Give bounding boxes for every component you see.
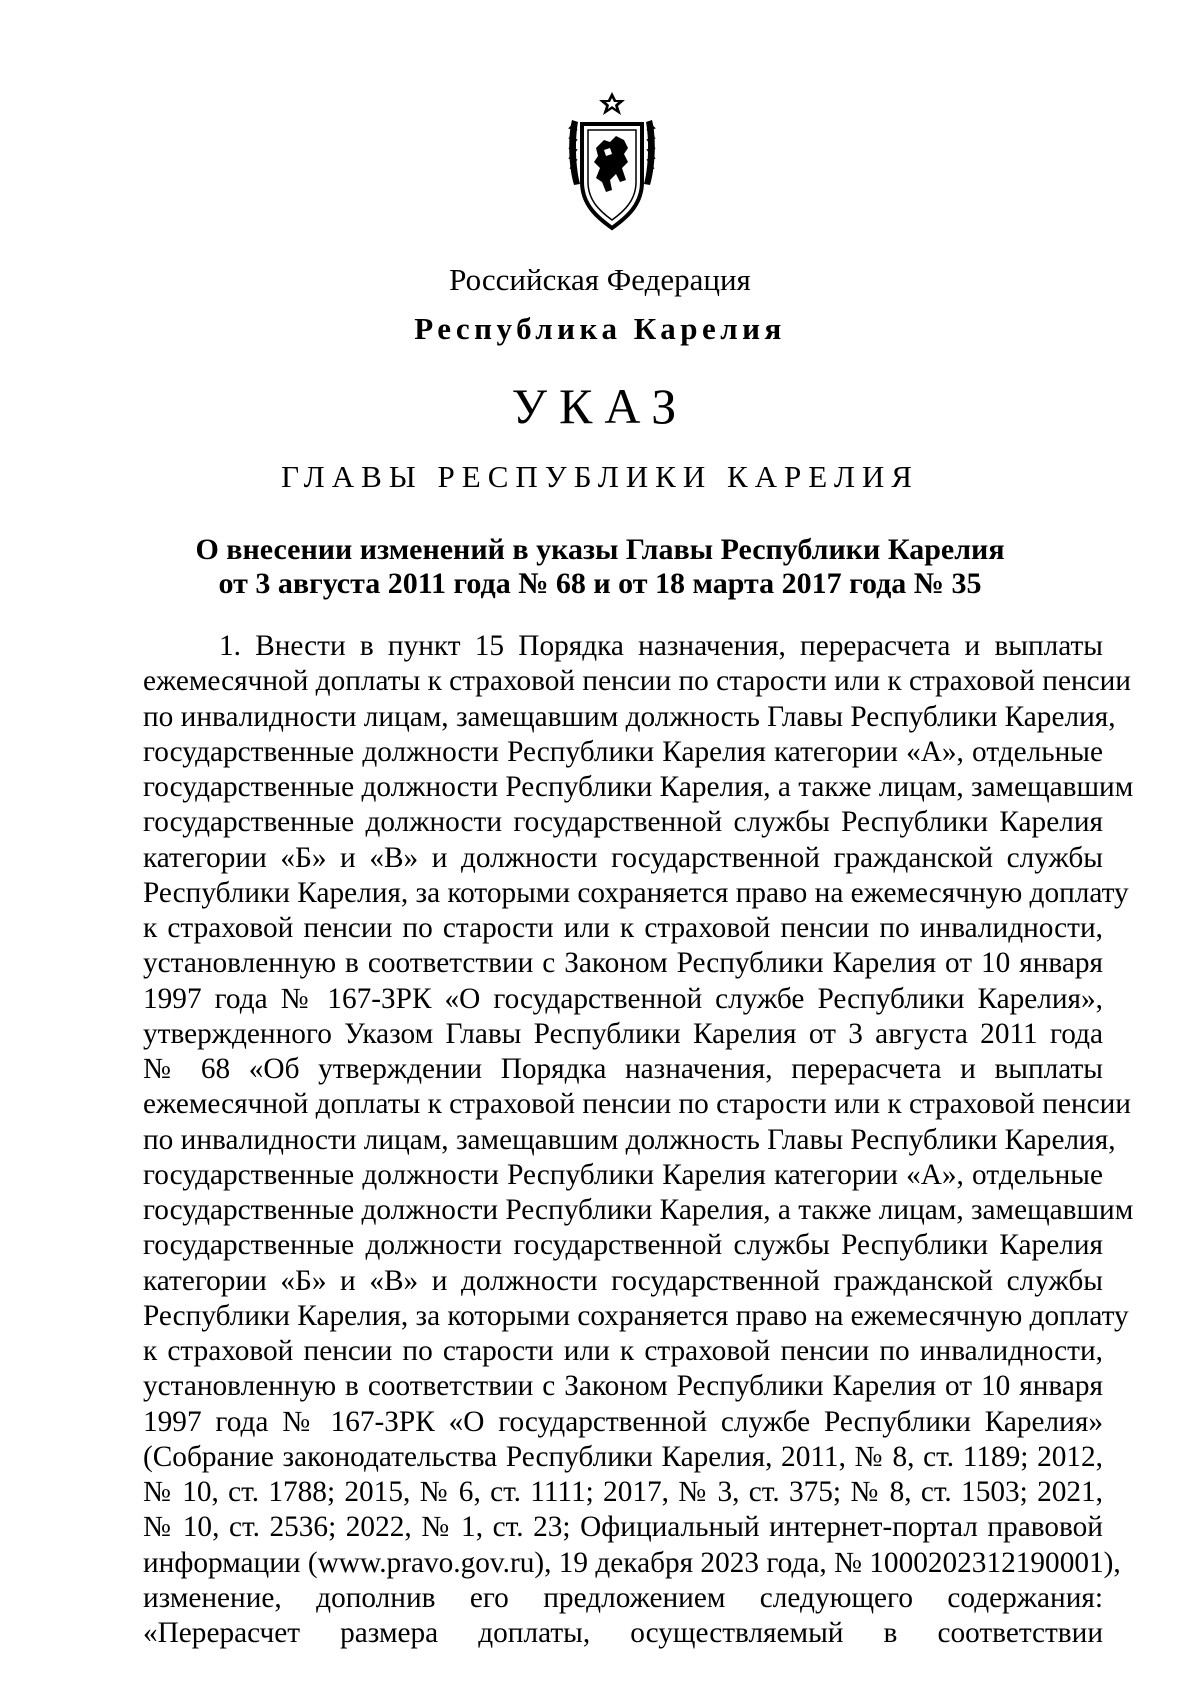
body-line: «Перерасчет размера доплаты, осуществляемый в соответствии <box>143 1617 1103 1649</box>
body-line: по инвалидности лицам, замещавшим должность Главы Республики Карелия, <box>143 1123 1116 1156</box>
body-line: государственные должности государственной службы Республики Карелия <box>143 1229 1103 1262</box>
body-line: государственные должности Республики Карелия категории «А», отдельные <box>143 735 1103 768</box>
body-line: государственные должности государственной службы Республики Карелия <box>143 806 1103 839</box>
body-line: государственные должности Республики Карелия категории «А», отдельные <box>143 1158 1103 1191</box>
body-line: № 10, ст. 2536; 2022, № 1, ст. 23; Официальный интернет-портал правовой <box>143 1511 1103 1544</box>
subject-line-2: от 3 августа 2011 года № 68 и от 18 марта 2017 года № 35 <box>218 567 982 600</box>
body-line: установленную в соответствии с Законом Республики Карелия от 10 января <box>143 947 1103 980</box>
body-line: утвержденного Указом Главы Республики Карелия от 3 августа 2011 года <box>143 1017 1103 1050</box>
body-line: № 68 «Об утверждении Порядка назначения, перерасчета и выплаты <box>143 1053 1103 1085</box>
body-line: к страховой пенсии по старости или к страховой пенсии по инвалидности, <box>143 1335 1103 1367</box>
body-line: № 10, ст. 1788; 2015, № 6, ст. 1111; 2017, № 3, ст. 375; № 8, ст. 1503; 2021, <box>143 1476 1103 1508</box>
issuer-title: ГЛАВЫ РЕСПУБЛИКИ КАРЕЛИЯ <box>281 459 919 494</box>
document-type: УКАЗ <box>511 378 689 434</box>
republic-name: Республика Карелия <box>414 311 786 346</box>
body-line: ежемесячной доплаты к страховой пенсии по старости или к страховой пенсии <box>143 665 1131 698</box>
body-line: 1997 года № 167-ЗРК «О государственной службе Республики Карелия» <box>143 1405 1103 1438</box>
body-line: информации (www.pravo.gov.ru), 19 декабря 2023 года, № 1000202312190001), <box>143 1546 1121 1579</box>
country-name: Российская Федерация <box>449 262 751 297</box>
body-line: категории «Б» и «В» и должности государственной гражданской службы <box>143 841 1103 874</box>
coat-of-arms-icon <box>566 90 658 232</box>
body-line: установленную в соответствии с Законом Республики Карелия от 10 января <box>143 1370 1103 1403</box>
body-line: 1997 года № 167-ЗРК «О государственной службе Республики Карелия», <box>143 982 1103 1015</box>
body-line: 1. Внести в пункт 15 Порядка назначения, перерасчета и выплаты <box>219 630 1103 662</box>
body-line: государственные должности Республики Карелия, а также лицам, замещавшим <box>143 1194 1134 1226</box>
body-line: категории «Б» и «В» и должности государственной гражданской службы <box>143 1264 1103 1297</box>
body-line: ежемесячной доплаты к страховой пенсии по старости или к страховой пенсии <box>143 1088 1131 1121</box>
body-line: Республики Карелия, за которыми сохраняется право на ежемесячную доплату <box>143 876 1129 909</box>
body-line: Республики Карелия, за которыми сохраняется право на ежемесячную доплату <box>143 1299 1129 1332</box>
body-line: (Собрание законодательства Республики Карелия, 2011, № 8, ст. 1189; 2012, <box>143 1440 1103 1473</box>
body-line: изменение, дополнив его предложением следующего содержания: <box>143 1581 1103 1614</box>
body-line: по инвалидности лицам, замещавшим должность Главы Республики Карелия, <box>143 700 1116 733</box>
body-line: к страховой пенсии по старости или к страховой пенсии по инвалидности, <box>143 912 1103 944</box>
body-paragraph <box>143 629 1134 1651</box>
subject-line-1: О внесении изменений в указы Главы Республики Карелия <box>195 533 1005 566</box>
body-line: государственные должности Республики Карелия, а также лицам, замещавшим <box>143 771 1134 803</box>
